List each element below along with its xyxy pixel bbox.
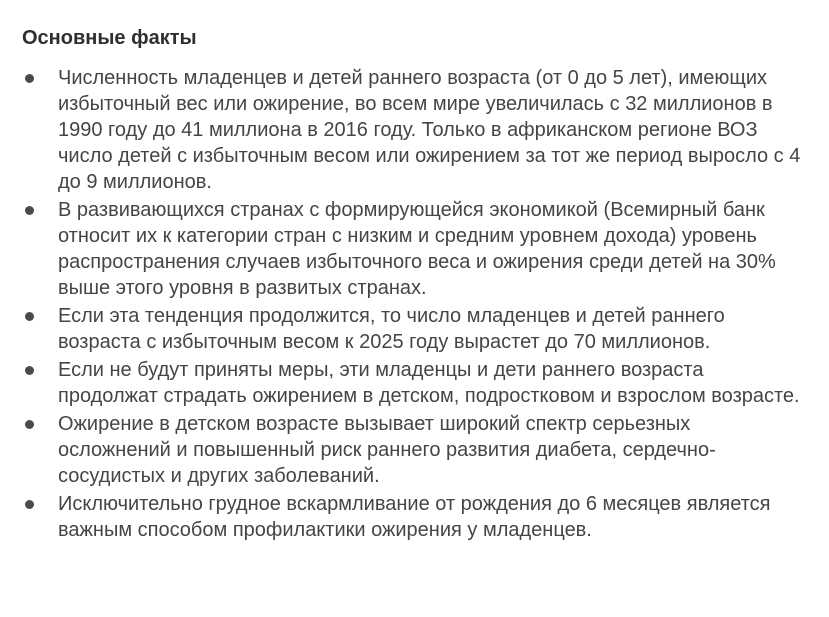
list-item bbox=[22, 65, 806, 195]
list-item bbox=[22, 491, 806, 543]
fact-text: Ожирение в детском возрасте вызывает широкий спектр серьезных осложнений и повышенный риск раннего развития диабета, сердечно-сосудистых и других заболеваний. bbox=[58, 413, 716, 487]
fact-text: Исключительно грудное вскармливание от рождения до 6 месяцев является важным способом профилактики ожирения у младенцев. bbox=[58, 493, 771, 541]
section-heading: Основные факты bbox=[22, 27, 197, 49]
facts-list bbox=[22, 65, 829, 543]
bullet-icon bbox=[25, 420, 34, 429]
bullet-icon bbox=[25, 366, 34, 375]
fact-text: В развивающихся странах с формирующейся экономикой (Всемирный банк относит их к категории стран с низким и средним уровнем дохода) уровень распространения случаев избыточного веса и ожирения среди детей на 30% выше этого уровня в развитых странах. bbox=[58, 199, 776, 299]
list-item bbox=[22, 197, 806, 301]
fact-text: Если эта тенденция продолжится, то число младенцев и детей раннего возраста с избыточным весом к 2025 году вырастет до 70 миллионов. bbox=[58, 305, 725, 353]
bullet-icon bbox=[25, 206, 34, 215]
bullet-icon bbox=[25, 312, 34, 321]
list-item bbox=[22, 411, 806, 489]
fact-text: Если не будут приняты меры, эти младенцы и дети раннего возраста продолжат страдать ожирением в детском, подростковом и взрослом возрасте. bbox=[58, 359, 800, 407]
list-item bbox=[22, 357, 806, 409]
bullet-icon bbox=[25, 500, 34, 509]
list-item bbox=[22, 303, 806, 355]
fact-text: Численность младенцев и детей раннего возраста (от 0 до 5 лет), имеющих избыточный вес или ожирение, во всем мире увеличилась с 32 миллионов в 1990 году до 41 миллиона в 2016 году. Только в африканском регионе ВОЗ число детей с избыточным весом или ожирением за тот же период выросло с 4 до 9 миллионов. bbox=[58, 67, 801, 193]
bullet-icon bbox=[25, 74, 34, 83]
